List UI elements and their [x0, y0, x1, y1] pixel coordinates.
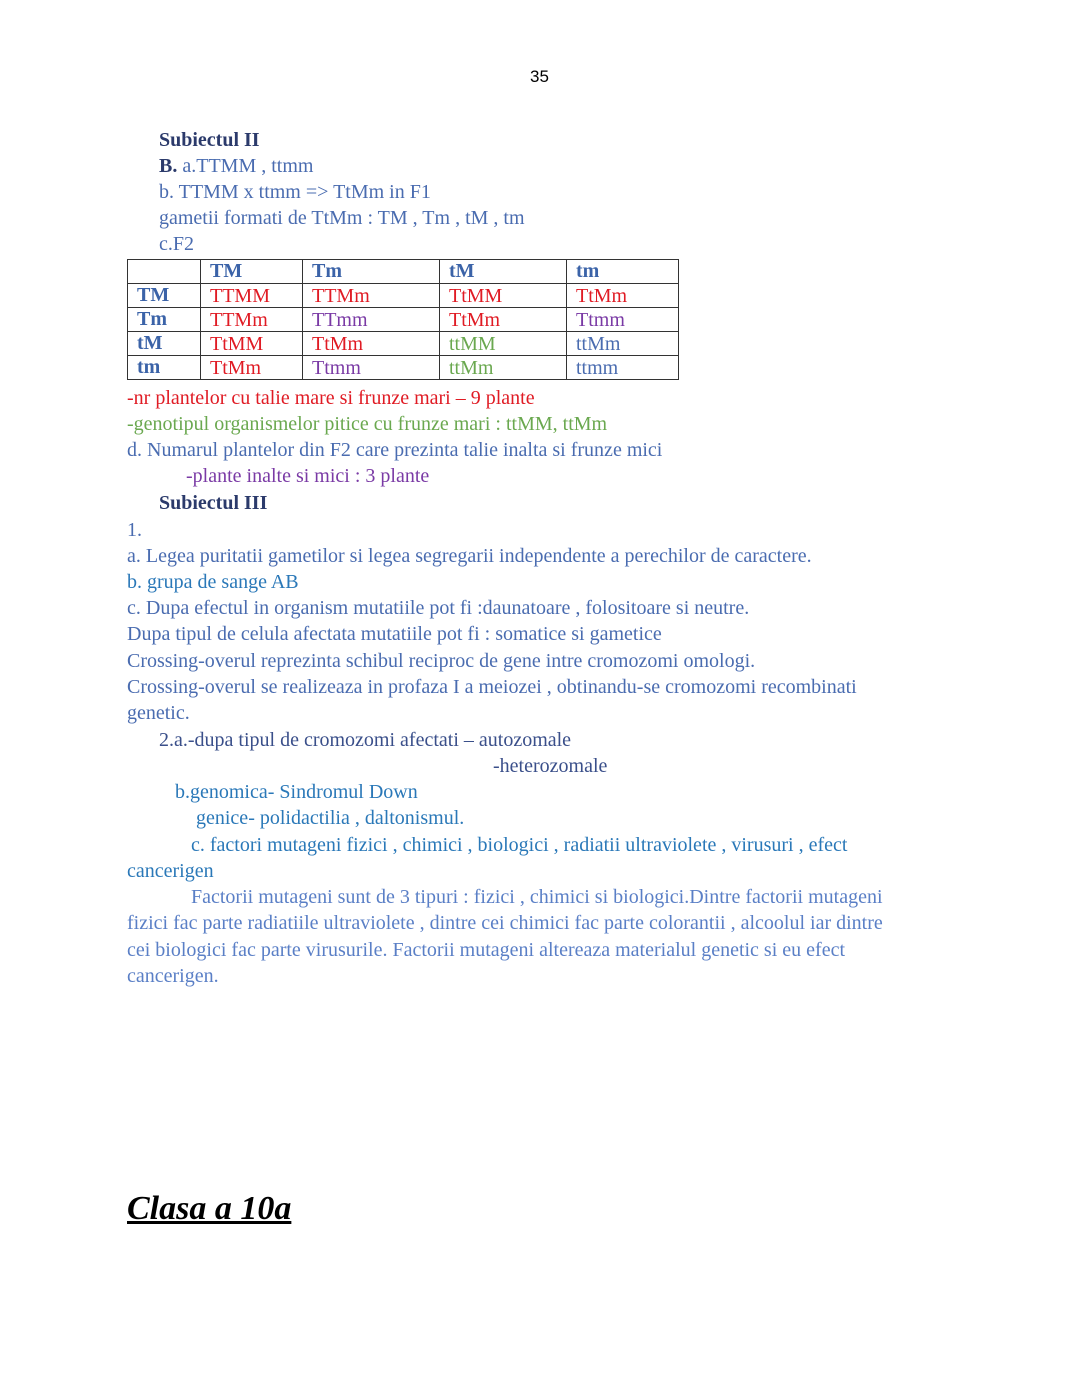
col-header: TM — [201, 260, 303, 284]
punnett-header-row — [128, 260, 679, 284]
item-1c-line5: genetic. — [127, 702, 190, 724]
item-2c: c. factori mutageni fizici , chimici , biologici , radiatii ultraviolete , virusuri , efect — [191, 834, 848, 856]
item-1a: a. Legea puritatii gametilor si legea segregarii independente a perechilor de caractere. — [127, 545, 812, 567]
item-2b-line2: genice- polidactilia , daltonismul. — [196, 807, 465, 829]
paragraph-line4: cancerigen. — [127, 965, 219, 987]
gametes-line: gametii formati de TtMm : TM , Tm , tM , tm — [159, 207, 525, 229]
item-1: 1. — [127, 519, 142, 541]
genotype-cell: TtMM — [440, 284, 567, 308]
item-1c-line4: Crossing-overul se realizeaza in profaza I a meiozei , obtinandu-se cromozomi recombinati — [127, 676, 857, 698]
genotype-cell: ttMm — [567, 332, 679, 356]
genotype-cell: Ttmm — [567, 308, 679, 332]
row-header: TM — [128, 284, 201, 308]
item-2b: b.genomica- Sindromul Down — [175, 781, 418, 803]
subiectul-ii-heading: Subiectul II — [159, 129, 260, 151]
line-c: c.F2 — [159, 233, 194, 255]
line-b-a — [159, 154, 313, 178]
genotype-cell: ttMm — [440, 356, 567, 380]
genotype-cell: Ttmm — [303, 356, 440, 380]
genotype-cell: TTmm — [303, 308, 440, 332]
genotype-cell: TtMM — [201, 332, 303, 356]
genotype-cell: TtMm — [567, 284, 679, 308]
paragraph-line3: cei biologici fac parte virusurile. Factorii mutageni altereaza materialul genetic si eu efect — [127, 939, 845, 961]
row-header: tM — [128, 332, 201, 356]
item-2c-line2: cancerigen — [127, 860, 214, 882]
row-header: Tm — [128, 308, 201, 332]
answer-genotip: -genotipul organismelor pitice cu frunze mari : ttMM, ttMm — [127, 413, 608, 435]
col-header: tm — [567, 260, 679, 284]
genotype-cell: TTMm — [303, 284, 440, 308]
col-header: Tm — [303, 260, 440, 284]
item-2a: 2.a.-dupa tipul de cromozomi afectati – autozomale — [159, 729, 572, 751]
genotype-cell: ttMM — [440, 332, 567, 356]
item-1c-line2: Dupa tipul de celula afectata mutatiile pot fi : somatice si gametice — [127, 623, 662, 645]
paragraph-line2: fizici fac parte radiatiile ultraviolete , dintre cei chimici fac parte colorantii , alcoolul iar dintre — [127, 912, 883, 934]
genotype-cell: TTMm — [201, 308, 303, 332]
answer-d-result: -plante inalte si mici : 3 plante — [186, 465, 430, 487]
item-2a-line2: -heterozomale — [493, 755, 608, 777]
answer-d: d. Numarul plantelor din F2 care prezinta talie inalta si frunze mici — [127, 439, 663, 461]
corner-cell — [128, 260, 201, 284]
b-label: B. — [159, 155, 178, 177]
genotype-cell: TtMm — [440, 308, 567, 332]
punnett-row — [128, 308, 679, 332]
genotype-cell: TtMm — [201, 356, 303, 380]
genotype-cell: ttmm — [567, 356, 679, 380]
item-1c-line3: Crossing-overul reprezinta schibul reciproc de gene intre cromozomi omologi. — [127, 650, 756, 672]
row-header: tm — [128, 356, 201, 380]
item-1c: c. Dupa efectul in organism mutatiile pot fi :daunatoare , folositoare si neutre. — [127, 597, 750, 619]
subiectul-iii-heading: Subiectul III — [159, 492, 268, 514]
line-b: b. TTMM x ttmm => TtMm in F1 — [159, 181, 431, 203]
punnett-row — [128, 332, 679, 356]
genotype-cell: TTMM — [201, 284, 303, 308]
paragraph-line1: Factorii mutageni sunt de 3 tipuri : fizici , chimici si biologici.Dintre factorii mutageni — [191, 886, 883, 908]
col-header: tM — [440, 260, 567, 284]
genotype-cell: TtMm — [303, 332, 440, 356]
punnett-row — [128, 356, 679, 380]
item-1b: b. grupa de sange AB — [127, 571, 299, 593]
punnett-row — [128, 284, 679, 308]
line-a-text: a.TTMM , ttmm — [177, 155, 314, 177]
punnett-square — [127, 259, 679, 380]
page-number: 35 — [530, 67, 549, 86]
section-title: Clasa a 10a — [127, 1190, 292, 1227]
answer-nr-plante: -nr plantelor cu talie mare si frunze mari – 9 plante — [127, 387, 535, 409]
